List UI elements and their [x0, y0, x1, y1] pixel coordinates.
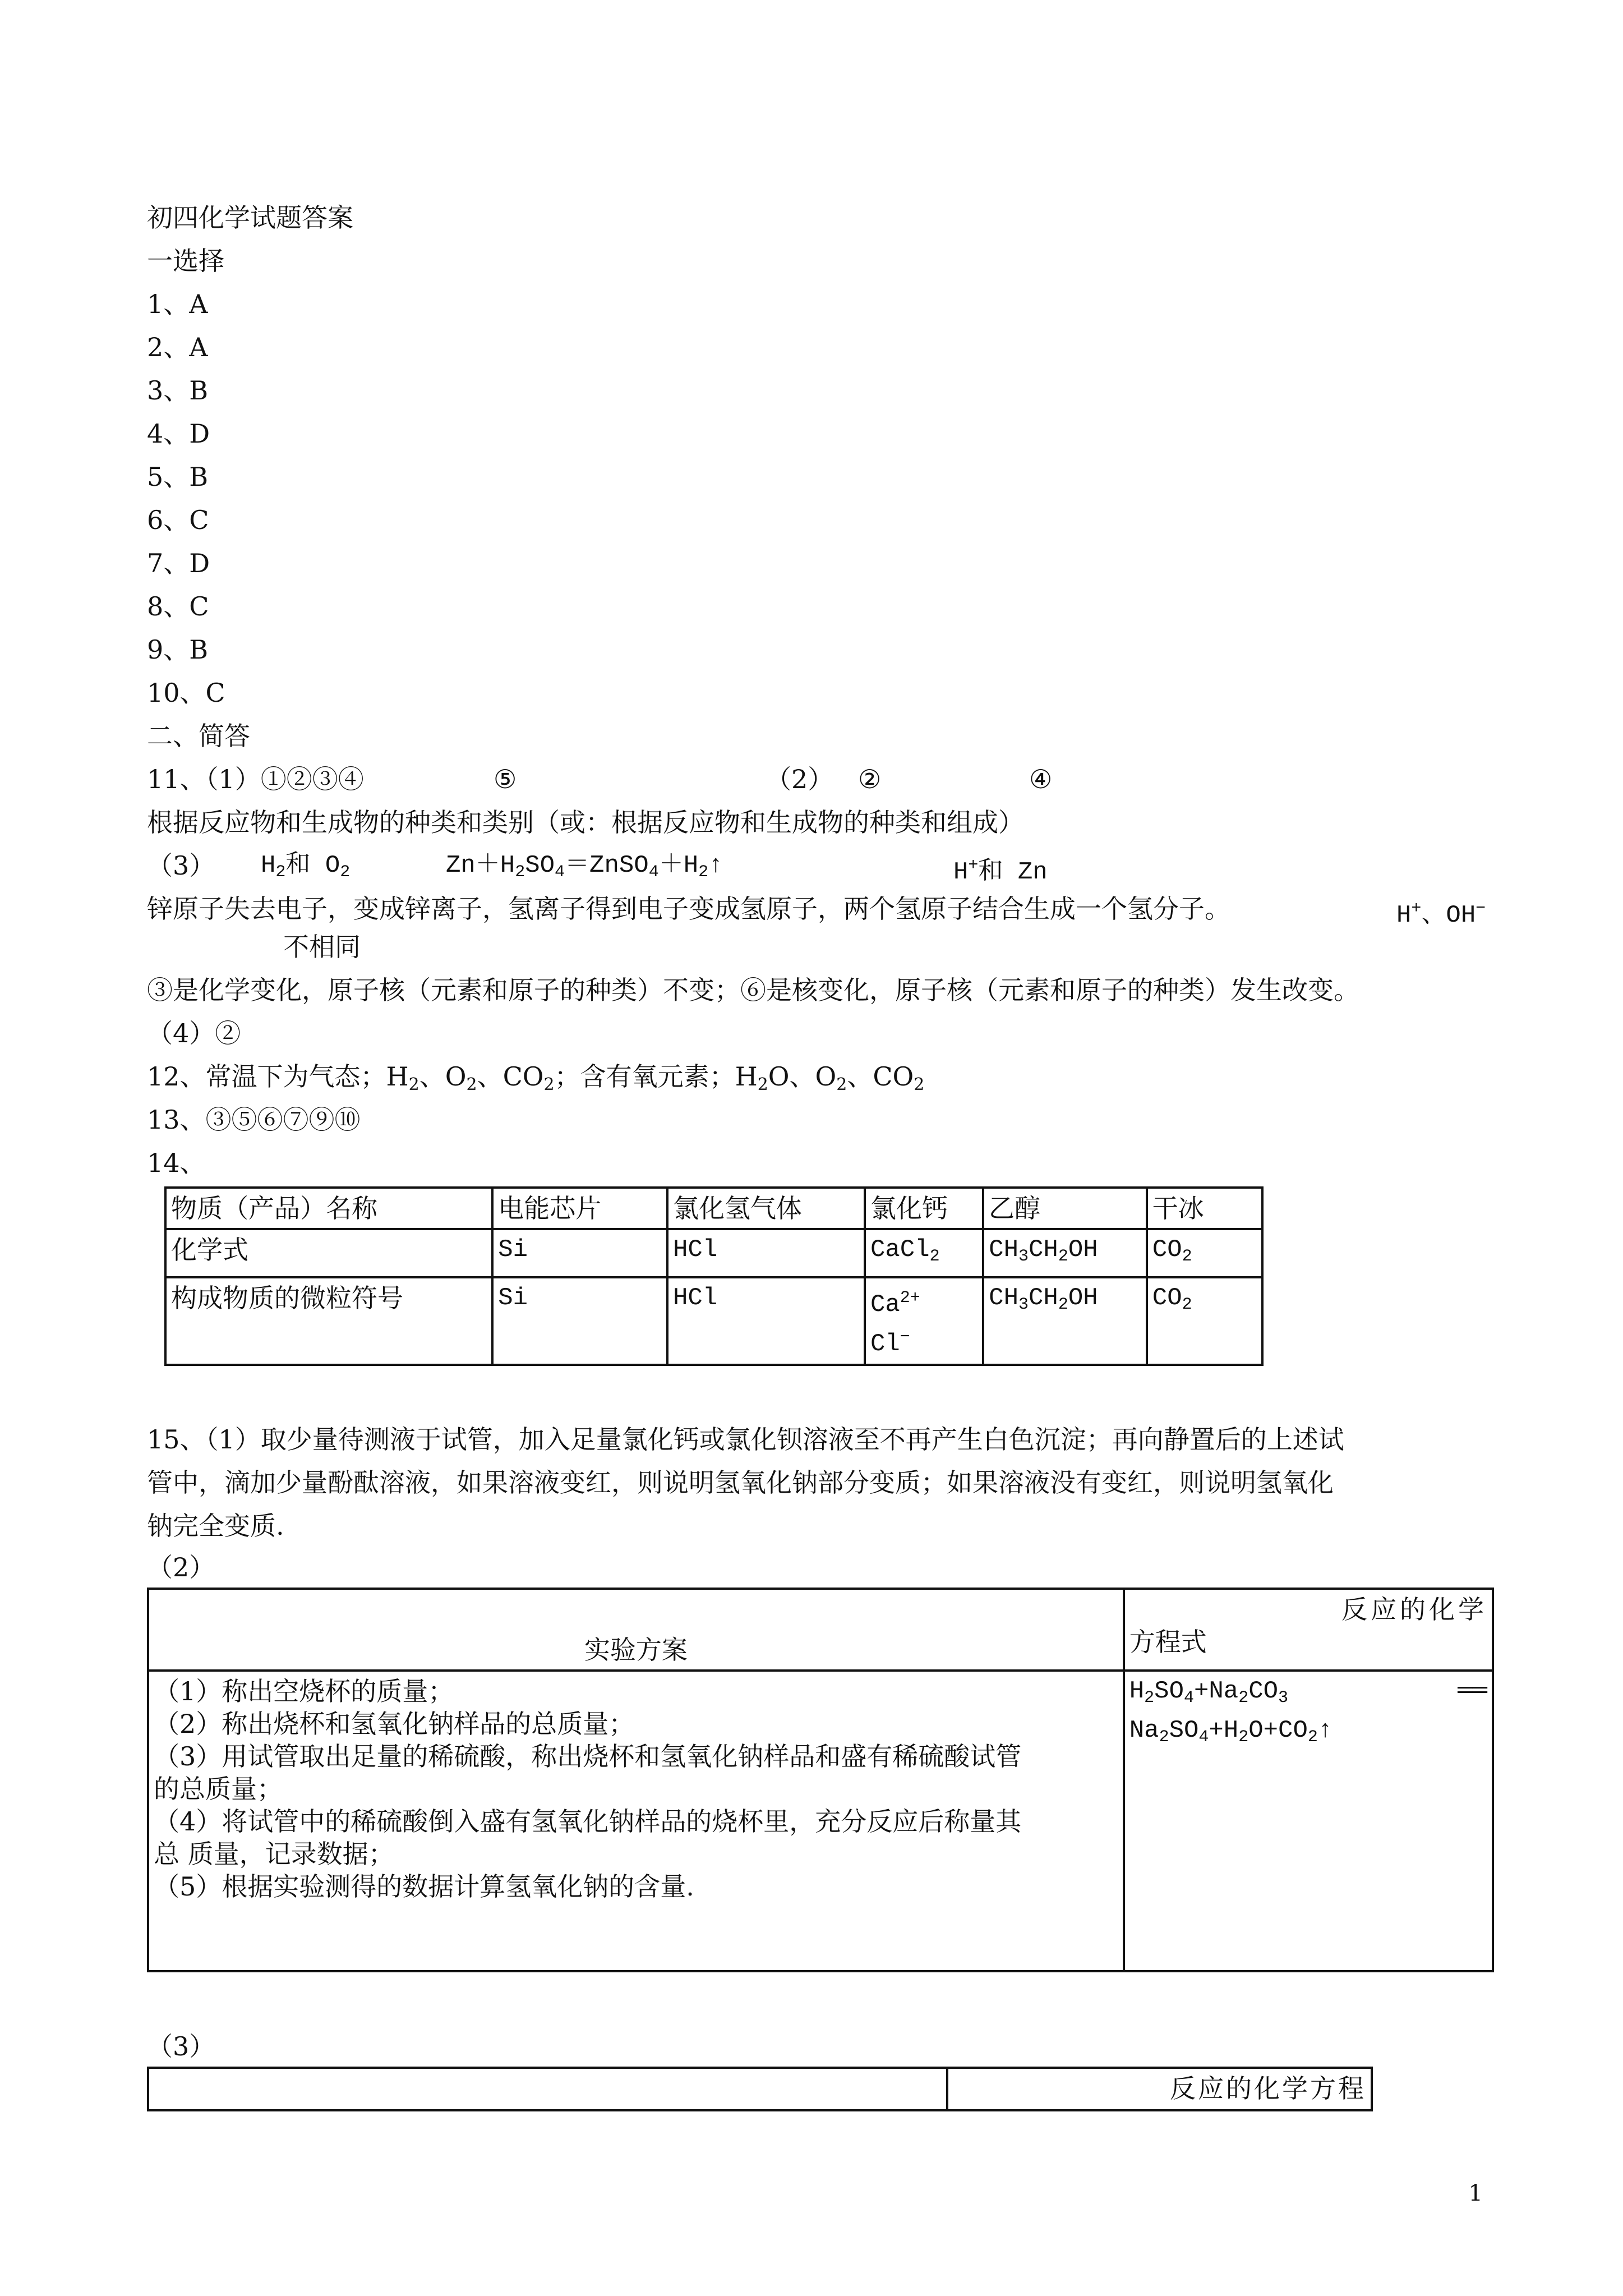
choice-answer: 8、C	[147, 591, 209, 622]
q11-ions: H+和 Zn	[953, 856, 1048, 886]
choice-answer: 10、C	[147, 678, 225, 708]
q11-zinc-equation: $Zn+H_2SO_4=ZnSO_4+H_2↑$	[446, 852, 723, 882]
doc-title: 初四化学试题答案	[147, 203, 353, 233]
choice-answer: 5、B	[147, 462, 209, 492]
table-header-row	[148, 2068, 1372, 2110]
table-header-row	[165, 1188, 1262, 1229]
table-cell: $CH_3CH_2OH$	[983, 1277, 1147, 1365]
table-cell: HCl	[667, 1229, 865, 1277]
equation-header-line: 反应的化学	[1341, 1594, 1487, 1625]
table-cell: CaCl$_2$	[865, 1229, 983, 1277]
table-row	[148, 1671, 1493, 1971]
experiment-step: （5）根据实验测得的数据计算氢氧化钠的含量.	[154, 1871, 694, 1902]
q15-experiment-table	[147, 1588, 1494, 1972]
section-choice-heading: 一选择	[147, 246, 224, 276]
section-short-answer-heading: 二、简答	[147, 721, 250, 751]
q11-part1-answer: 11、（1）①②③④	[147, 764, 364, 794]
table-cell: HCl	[667, 1277, 865, 1365]
table-header-cell: 乙醇	[983, 1188, 1147, 1229]
page-number: 1	[1468, 2180, 1483, 2206]
q11-explanation: 锌原子失去电子，变成锌离子，氢离子得到电子变成氢原子，两个氢原子结合生成一个氢分子。	[147, 894, 1230, 924]
table-row	[165, 1229, 1262, 1277]
experiment-steps-cell	[148, 1671, 1124, 1971]
table-cell: Si	[492, 1229, 667, 1277]
q11-part2-label: （2）	[766, 764, 834, 794]
table-header-cell: 物质（产品）名称	[165, 1188, 492, 1229]
experiment-step: 总 质量，记录数据；	[154, 1839, 394, 1869]
choice-answer: 9、B	[147, 634, 209, 665]
q11-basis: 根据反应物和生成物的种类和类别（或：根据反应物和生成物的种类和组成）	[147, 807, 1024, 838]
q13-answer: 13、③⑤⑥⑦⑨⑩	[147, 1105, 361, 1135]
q15-part3-label: （3）	[147, 2031, 215, 2062]
table-cell: $CO_2$	[1147, 1229, 1262, 1277]
choice-answer: 7、D	[147, 548, 210, 578]
choice-answer: 4、D	[147, 418, 210, 449]
choice-answer: 2、A	[147, 332, 208, 362]
experiment-step: （2）称出烧杯和氢氧化钠样品的总质量；	[154, 1709, 635, 1739]
choice-answer: 6、C	[147, 505, 209, 535]
table-header-cell	[1124, 1589, 1493, 1671]
table-cell: $Ca^{2+}$ Cl−	[865, 1277, 983, 1365]
q11-part4: （4）②	[147, 1018, 241, 1048]
table-header-cell: 实验方案	[148, 1589, 1124, 1671]
table-header-row	[148, 1589, 1493, 1671]
table-cell: 构成物质的微粒符号	[165, 1277, 492, 1365]
equation-line: $H_2SO_4+Na_2CO_3$ ══	[1129, 1677, 1487, 1708]
experiment-step: （1）称出空烧杯的质量；	[154, 1676, 454, 1706]
q11-part3-reactants: $H_2$和 $O_2$	[261, 852, 351, 882]
q12-answer: 12、常温下为气态；$H_2$、$O_2$、$CO_2$；含有氧元素；$H_2O$、$O_2$、$CO_2$	[147, 1061, 925, 1094]
q11-part1-other: ⑤	[494, 764, 517, 794]
table-cell: 化学式	[165, 1229, 492, 1277]
experiment-step: 的总质量；	[154, 1774, 283, 1804]
table-header-cell: 电能芯片	[492, 1188, 667, 1229]
choice-answer: 3、B	[147, 375, 209, 406]
q15-part1-line: 钠完全变质.	[147, 1511, 284, 1541]
q11-part3-label: （3）	[147, 850, 215, 881]
table-cell: $CO_2$	[1147, 1277, 1262, 1365]
table-header-cell	[148, 2068, 947, 2110]
q11-part2-answer-a: ②	[858, 764, 882, 794]
table-cell: Si	[492, 1277, 667, 1365]
experiment-step: （3）用试管取出足量的稀硫酸，称出烧杯和氢氧化钠样品和盛有稀硫酸试管	[154, 1741, 1022, 1772]
table-row	[165, 1277, 1262, 1365]
q11-not-same: 不相同	[283, 932, 361, 962]
q15-part1-line: 管中，滴加少量酚酞溶液，如果溶液变红，则说明氢氧化钠部分变质；如果溶液没有变红，则说明氢氧化	[147, 1467, 1334, 1498]
equation-header-line: 方程式	[1129, 1627, 1207, 1657]
equation-cell	[1124, 1671, 1493, 1971]
q11-part3-explain: ③是化学变化，原子核（元素和原子的种类）不变；⑥是核变化，原子核（元素和原子的种类）发生改变。	[147, 975, 1359, 1005]
q14-label: 14、	[147, 1148, 206, 1178]
table-header-cell: 反应的化学方程	[947, 2068, 1372, 2110]
q15-part1-line: 15、（1）取少量待测液于试管，加入足量氯化钙或氯化钡溶液至不再产生白色沉淀；再向静置后的上述试	[147, 1424, 1344, 1455]
q11-part2-answer-b: ④	[1029, 764, 1053, 794]
q15-part2-label: （2）	[147, 1552, 215, 1582]
table-header-cell: 氯化氢气体	[667, 1188, 865, 1229]
choice-answer: 1、A	[147, 289, 208, 319]
table-header-cell: 氯化钙	[865, 1188, 983, 1229]
q14-table	[164, 1186, 1264, 1366]
q15-part3-table	[147, 2067, 1373, 2111]
equation-line: $Na_2SO_4+H_2O+CO_2↑$	[1129, 1717, 1333, 1747]
table-cell: $CH_3CH_2OH$	[983, 1229, 1147, 1277]
experiment-step: （4）将试管中的稀硫酸倒入盛有氢氧化钠样品的烧杯里，充分反应后称量其	[154, 1806, 1022, 1837]
q11-ions-2: H+、OH−	[1396, 899, 1486, 930]
table-header-cell: 干冰	[1147, 1188, 1262, 1229]
